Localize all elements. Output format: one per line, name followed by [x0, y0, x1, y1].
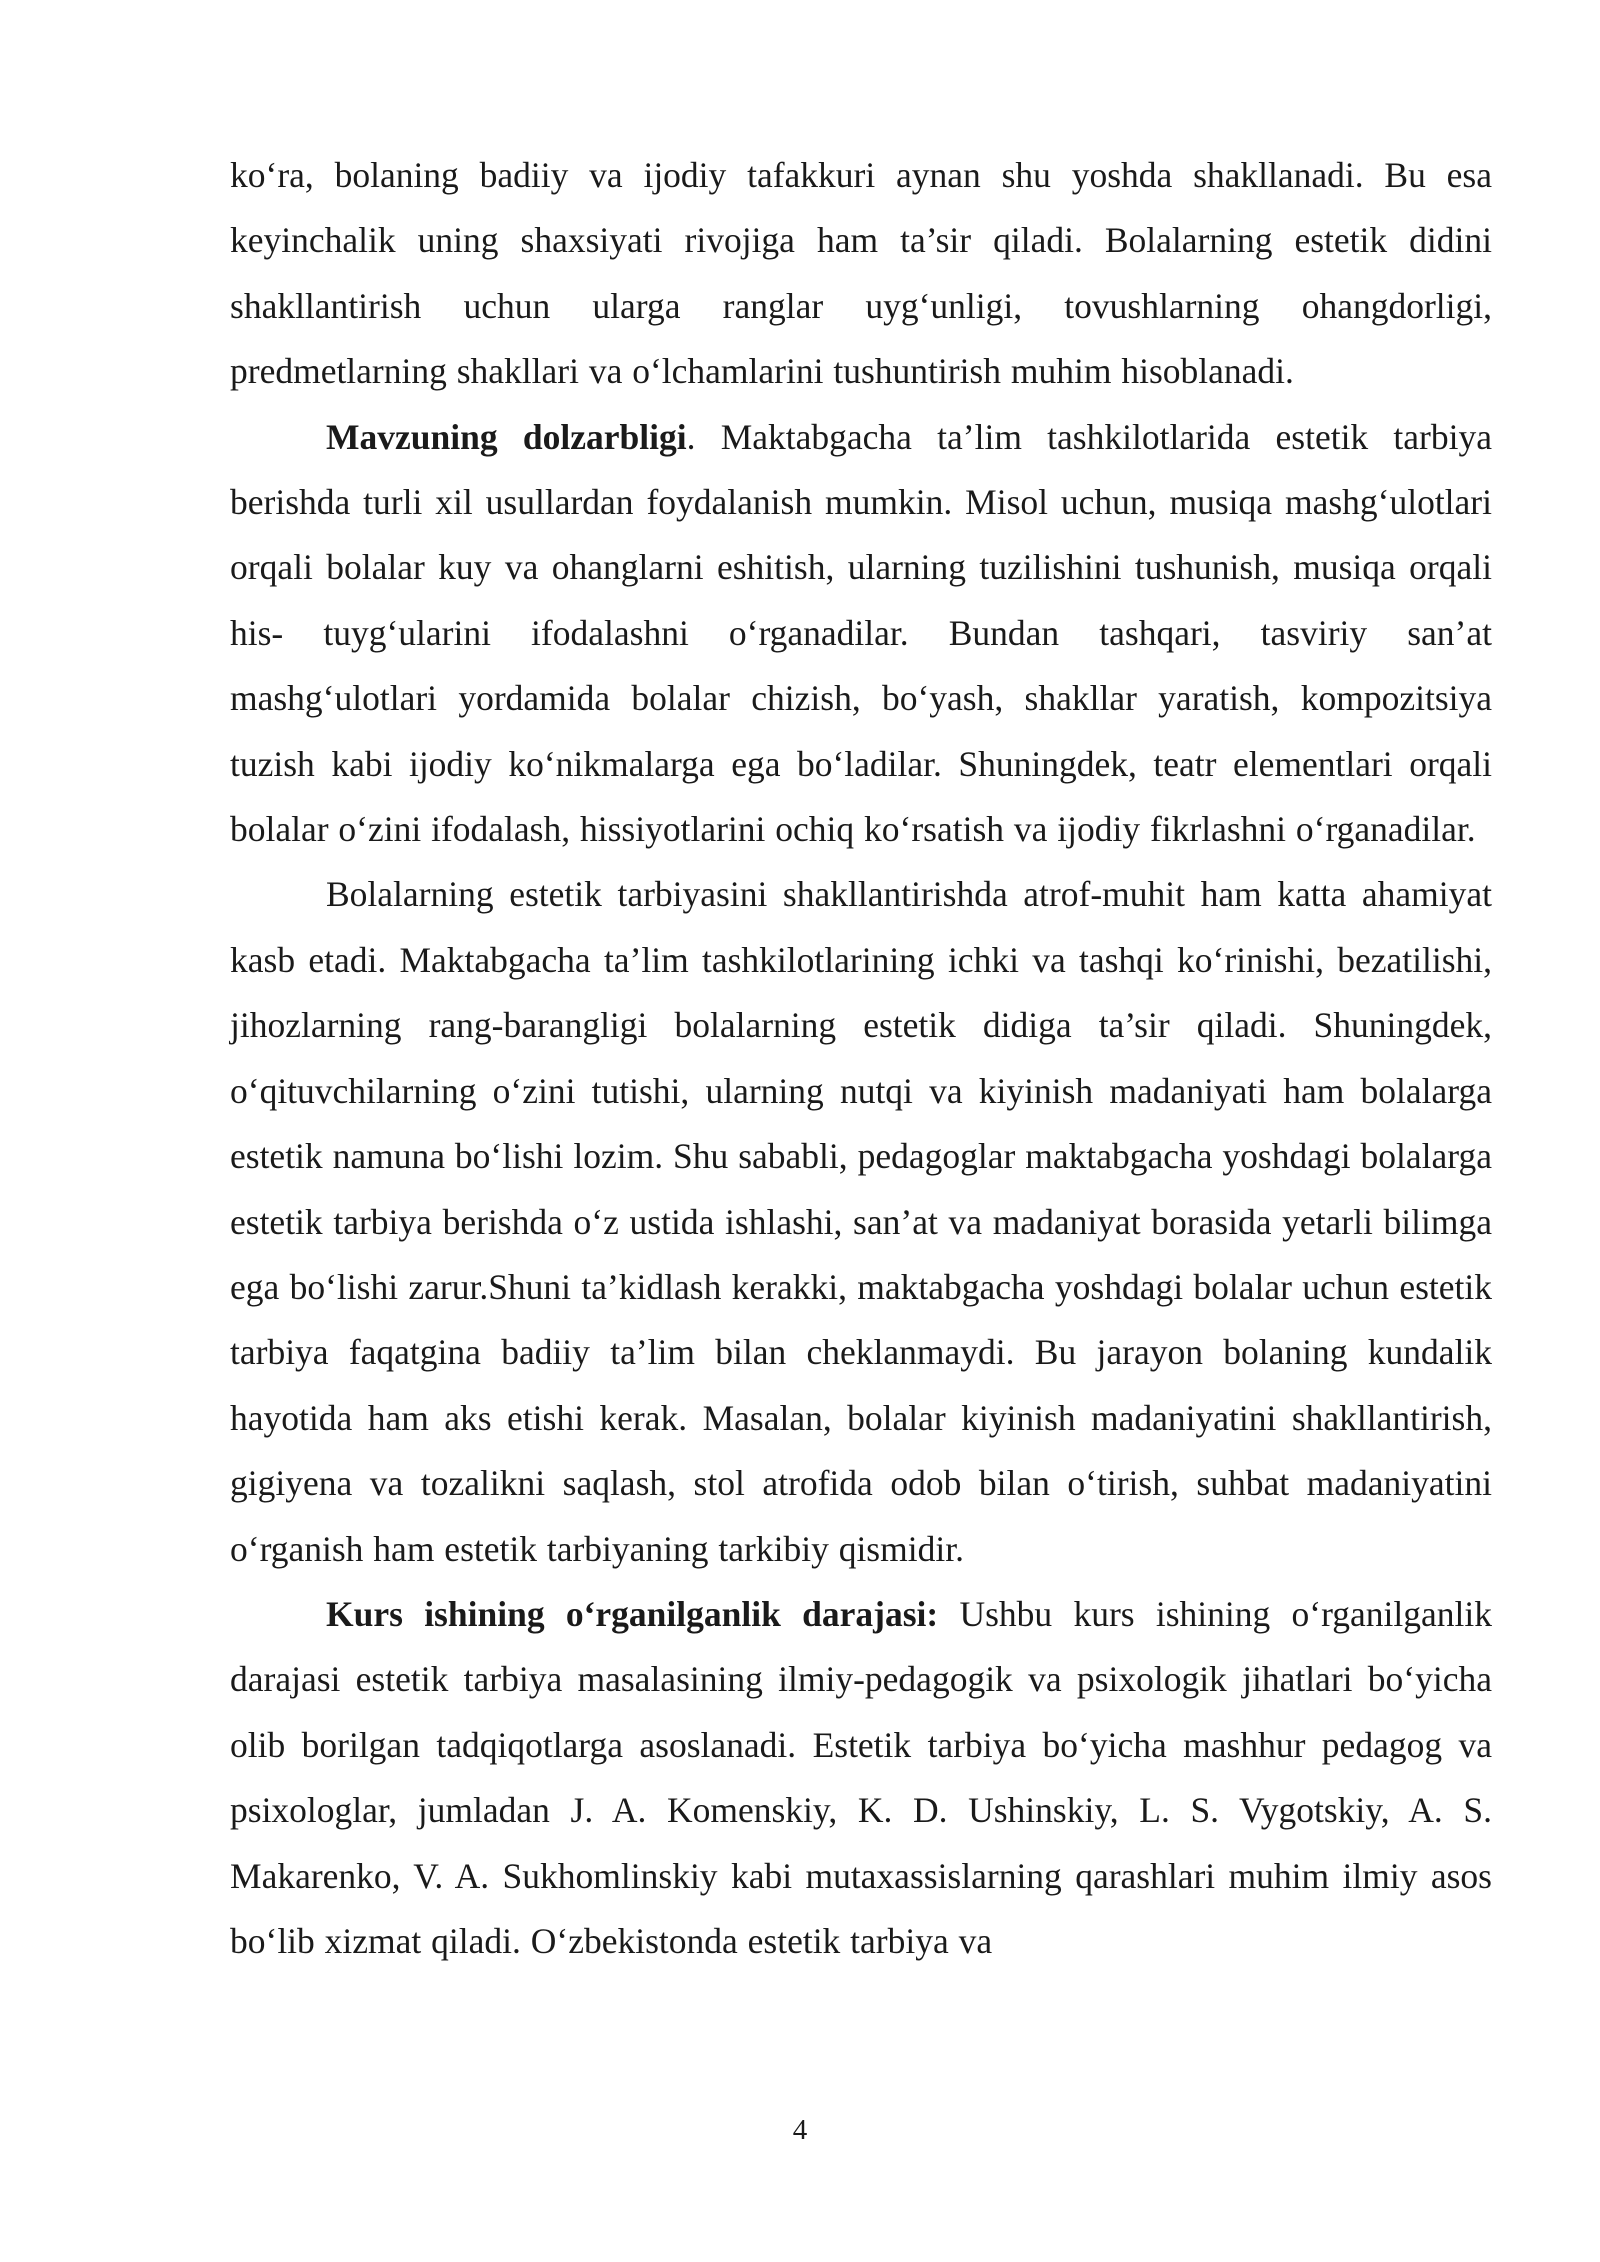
paragraph-1: [230, 143, 1492, 405]
paragraph-4: [230, 1582, 1492, 1974]
paragraph-2-body: . Maktabgacha ta’lim tashkilotlarida estetik tarbiya berishda turli xil usullardan foydalanish mumkin. Misol uchun, musiqa mashg‘ulotlari orqali bolalar kuy va ohanglarni eshitish, ularning tuzilishini tushunish, musiqa orqali his- tuyg‘ularini ifodalashni o‘rganadilar. Bundan tashqari, tasviriy san’at mashg‘ulotlari yordamida bolalar chizish, bo‘yash, shakllar yaratish, kompozitsiya tuzish kabi ijodiy ko‘nikmalarga ega bo‘ladilar. Shuningdek, teatr elementlari orqali bolalar o‘zini ifodalash, hissiyotlarini ochiq ko‘rsatish va ijodiy fikrlashni o‘rganadilar.: [230, 416, 1492, 850]
paragraph-3: [230, 862, 1492, 1581]
paragraph-2: [230, 405, 1492, 863]
paragraph-3-body: Bolalarning estetik tarbiyasini shakllantirishda atrof-muhit ham katta ahamiyat kasb etadi. Maktabgacha ta’lim tashkilotlarining ichki va tashqi ko‘rinishi, bezatilishi, jihozlarning rang-barangligi bolalarning estetik didiga ta’sir qiladi. Shuningdek, o‘qituvchilarning o‘zini tutishi, ularning nutqi va kiyinish madaniyati ham bolalarga estetik namuna bo‘lishi lozim. Shu sababli, pedagoglar maktabgacha yoshdagi bolalarga estetik tarbiya berishda o‘z ustida ishlashi, san’at va madaniyat borasida yetarli bilimga ega bo‘lishi zarur.Shuni ta’kidlash kerakki, maktabgacha yoshdagi bolalar uchun estetik tarbiya faqatgina badiiy ta’lim bilan cheklanmaydi. Bu jarayon bolaning kundalik hayotida ham aks etishi kerak. Masalan, bolalar kiyinish madaniyatini shakllantirish, gigiyena va tozalikni saqlash, stol atrofida odob bilan o‘tirish, suhbat madaniyatini o‘rganish ham estetik tarbiyaning tarkibiy qismidir.: [230, 874, 1492, 1569]
paragraph-1-body: ko‘ra, bolaning badiiy va ijodiy tafakkuri aynan shu yoshda shakllanadi. Bu esa keyinchalik uning shaxsiyati rivojiga ham ta’sir qiladi. Bolalarning estetik didini shakllantirish uchun ularga ranglar uyg‘unligi, tovushlarning ohangdorligi, predmetlarning shakllari va o‘lchamlarini tushuntirish muhim hisoblanadi.: [230, 155, 1492, 392]
paragraph-4-body: Ushbu kurs ishining o‘rganilganlik darajasi estetik tarbiya masalasining ilmiy-pedagogik va psixologik jihatlari bo‘yicha olib borilgan tadqiqotlarga asoslanadi. Estetik tarbiya bo‘yicha mashhur pedagog va psixologlar, jumladan J. A. Komenskiy, K. D. Ushinskiy, L. S. Vygotskiy, A. S. Makarenko, V. A. Sukhomlinskiy kabi mutaxassislarning qarashlari muhim ilmiy asos bo‘lib xizmat qiladi. O‘zbekistonda estetik tarbiya va: [230, 1593, 1492, 1961]
section-heading-organilganlik: Kurs ishining o‘rganilganlik darajasi:: [326, 1593, 939, 1634]
body-text: [230, 143, 1492, 1974]
page-number: 4: [792, 2114, 808, 2146]
section-heading-dolzarblik: Mavzuning dolzarbligi: [326, 416, 687, 457]
